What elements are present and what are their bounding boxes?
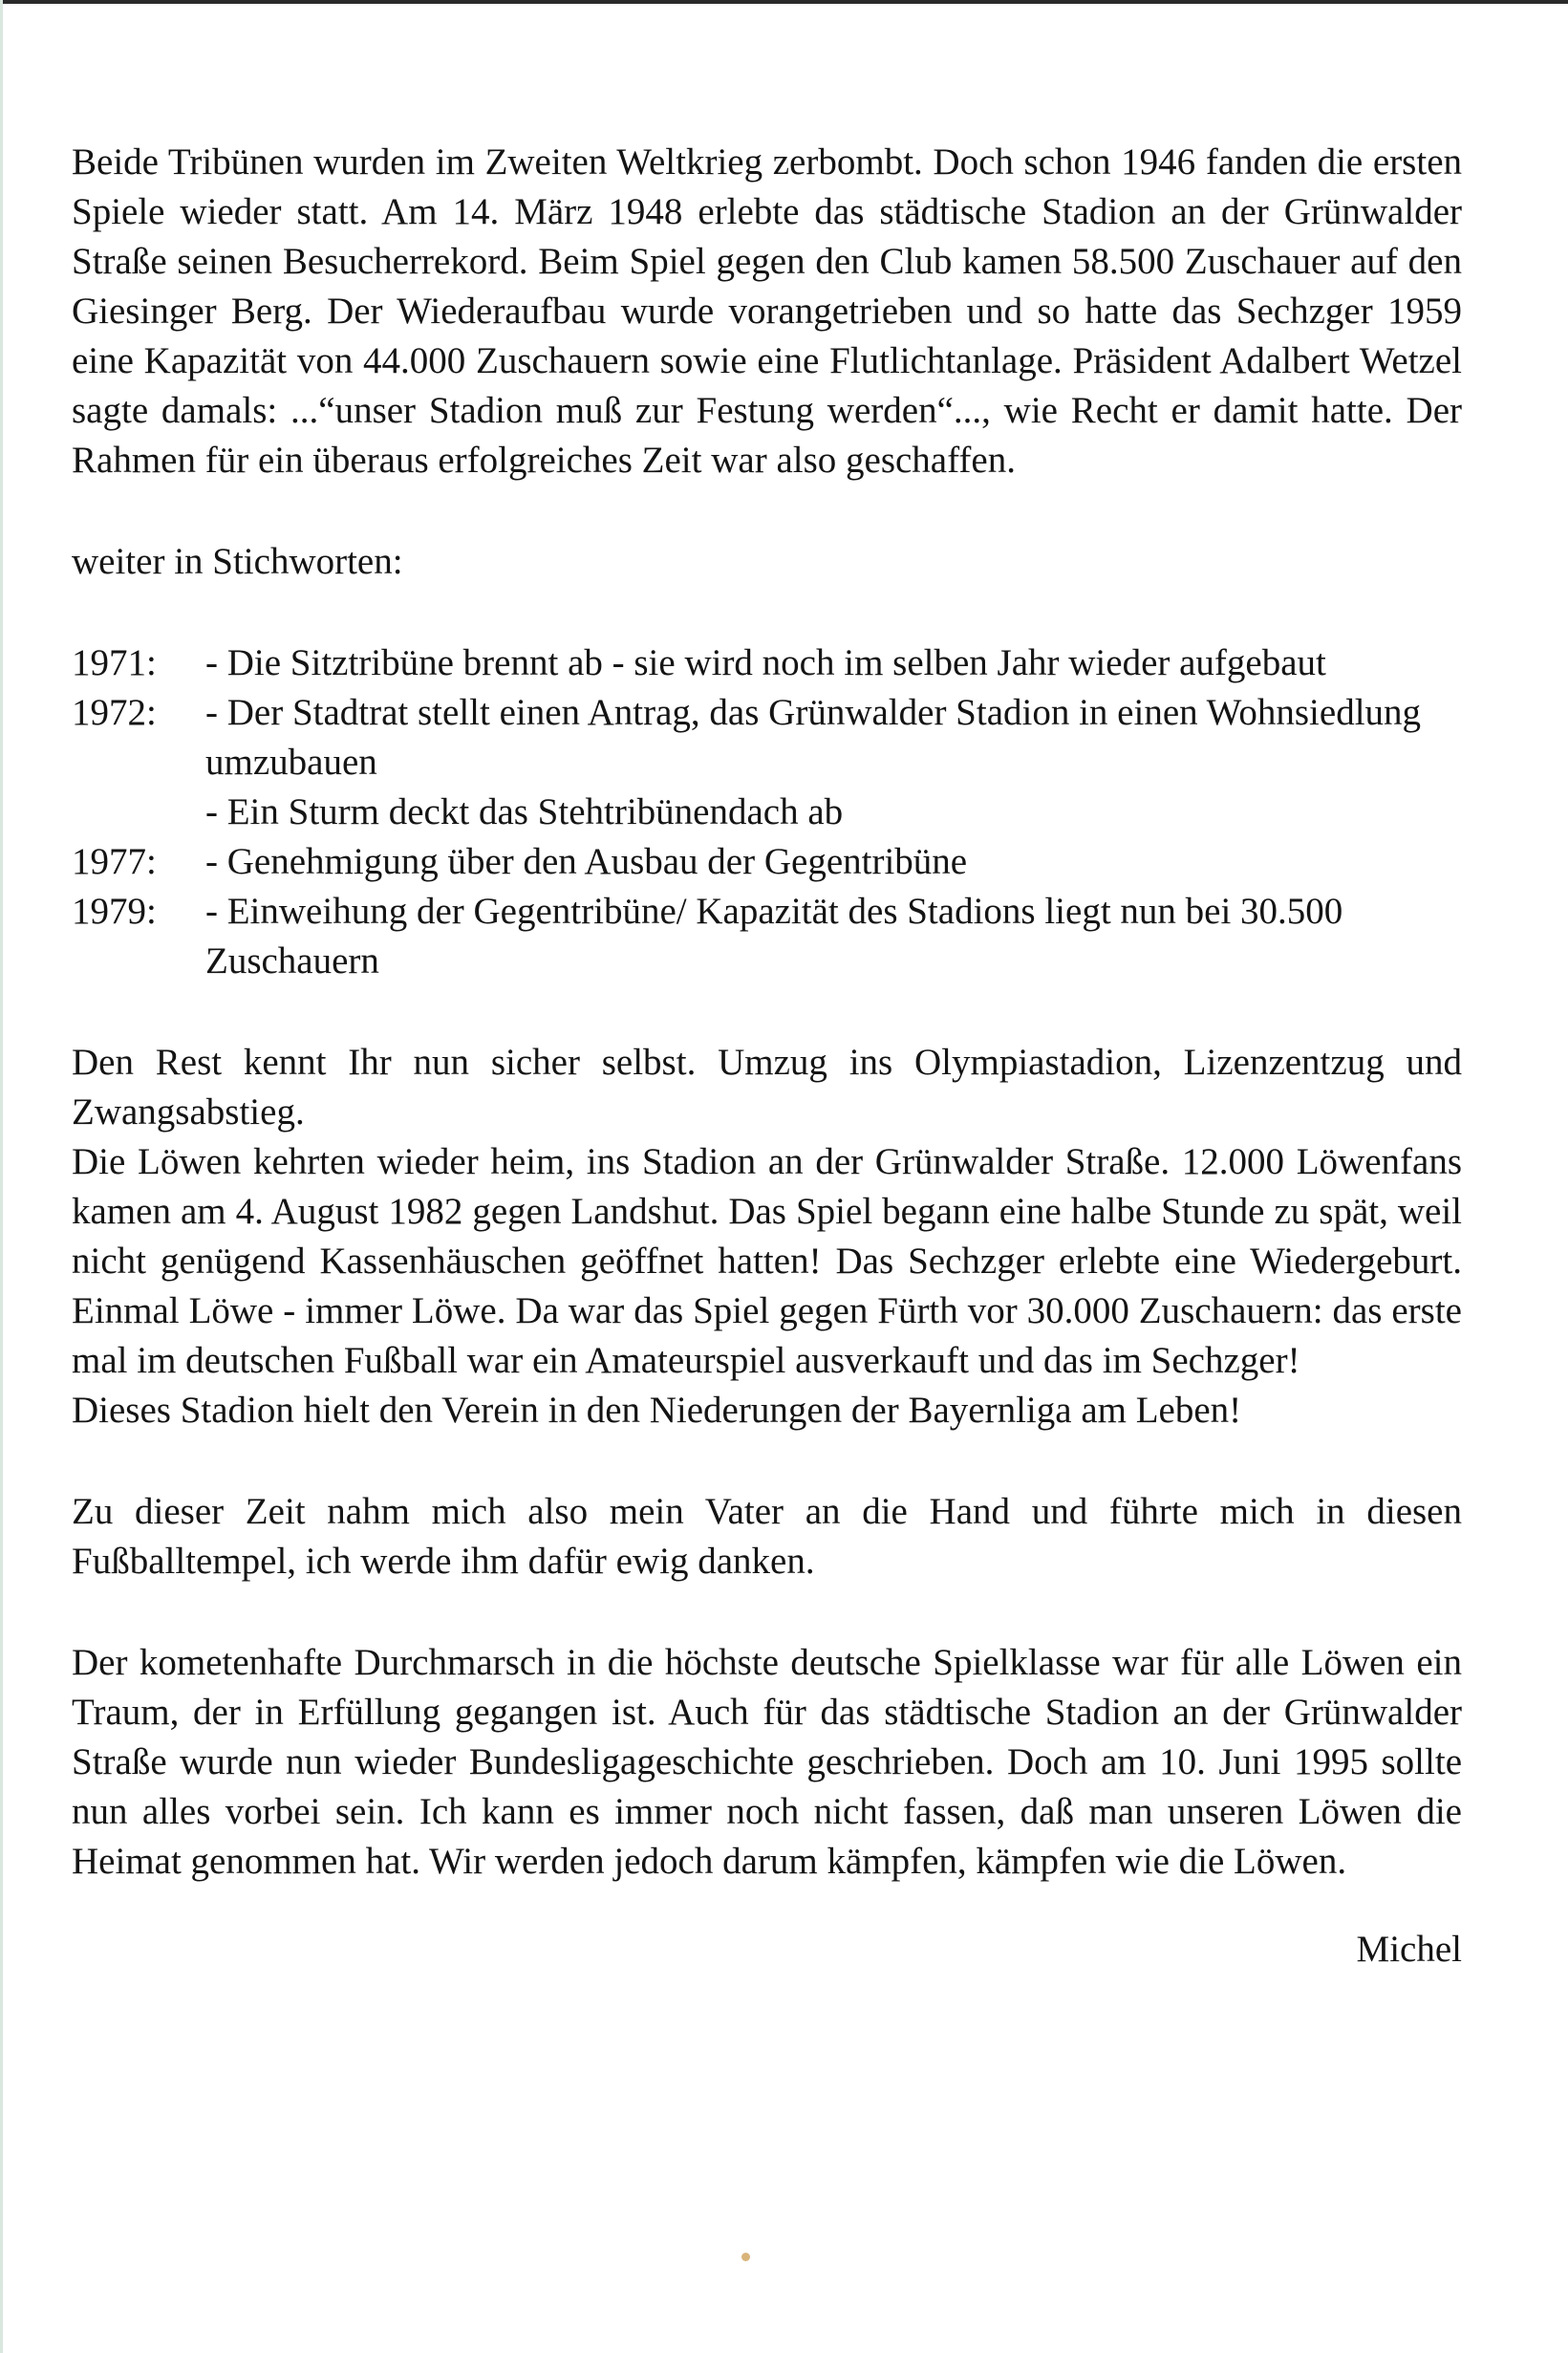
timeline-entry: - Ein Sturm deckt das Stehtribünendach ab — [205, 791, 844, 832]
scan-speck — [741, 2253, 750, 2261]
timeline-entries — [205, 837, 1462, 887]
top-border — [0, 0, 1568, 4]
rest-paragraph-1: Den Rest kennt Ihr nun sicher selbst. Umzug ins Olympiastadion, Lizenzentzug und Zwangsabstieg. — [72, 1042, 1462, 1133]
timeline-entries — [205, 887, 1462, 986]
spacer — [72, 1587, 1462, 1638]
spacer — [72, 587, 1462, 638]
timeline-year: 1971: — [72, 642, 157, 683]
signature: Michel — [1356, 1929, 1462, 1970]
final-paragraph: Der kometenhafte Durchmarsch in die höchste deutsche Spielklasse war für alle Löwen ein Traum, der in Erfüllung gegangen ist. Auch für das städtische Stadion an der Grünwalder Straße wurde nun wieder Bundesligageschichte geschrieben. Doch am 10. Juni 1995 sollte nun alles vorbei sein. Ich kann es immer noch nicht fassen, daß man unseren Löwen die Heimat genommen hat. Wir werden jedoch darum kämpfen, kämpfen wie die Löwen. — [72, 1642, 1462, 1882]
timeline — [72, 638, 1462, 986]
rest-paragraph-2: Die Löwen kehrten wieder heim, ins Stadion an der Grünwalder Straße. 12.000 Löwenfans kamen am 4. August 1982 gegen Landshut. Das Spiel begann eine halbe Stunde zu spät, weil nicht genügend Kassenhäuschen geöffnet hatten! Das Sechzger erlebte eine Wiedergeburt. Einmal Löwe - immer Löwe. Da war das Spiel gegen Fürth vor 30.000 Zuschauern: das erste mal im deutschen Fußball war ein Amateurspiel ausverkauft und das im Sechzger! — [72, 1141, 1462, 1381]
intro-paragraph: Beide Tribünen wurden im Zweiten Weltkrieg zerbombt. Doch schon 1946 fanden die ersten Spiele wieder statt. Am 14. März 1948 erlebte das städtische Stadion an der Grünwalder Straße seinen Besucherrekord. Beim Spiel gegen den Club kamen 58.500 Zuschauer auf den Giesinger Berg. Der Wiederaufbau wurde vorangetrieben und so hatte das Sechzger 1959 eine Kapazität von 44.000 Zuschauern sowie eine Flutlichtanlage. Präsident Adalbert Wetzel sagte damals: ...“unser Stadion muß zur Festung werden“..., wie Recht er damit hatte. Der Rahmen für ein überaus erfolgreiches Zeit war also geschaffen. — [72, 141, 1462, 481]
timeline-entry: - Einweihung der Gegentribüne/ Kapazität des Stadions liegt nun bei 30.500 Zuschauern — [205, 891, 1343, 982]
timeline-year: 1977: — [72, 841, 157, 882]
spacer — [72, 1436, 1462, 1487]
left-scan-edge — [0, 0, 3, 2353]
timeline-entry: - Die Sitztribüne brennt ab - sie wird noch im selben Jahr wieder aufgebaut — [205, 642, 1326, 683]
timeline-year: 1972: — [72, 692, 157, 733]
father-paragraph: Zu dieser Zeit nahm mich also mein Vater an die Hand und führte mich in diesen Fußballtempel, ich werde ihm dafür ewig danken. — [72, 1491, 1462, 1582]
timeline-entry: - Genehmigung über den Ausbau der Gegentribüne — [205, 841, 968, 882]
timeline-year: 1979: — [72, 891, 157, 932]
timeline-entries — [205, 688, 1462, 837]
spacer — [72, 486, 1462, 537]
spacer — [72, 986, 1462, 1038]
timeline-entries — [205, 638, 1462, 688]
document-page — [72, 138, 1462, 1975]
stichworte-heading: weiter in Stichworten: — [72, 541, 403, 582]
timeline-entry: - Der Stadtrat stellt einen Antrag, das Grünwalder Stadion in einen Wohnsiedlung umzubauen — [205, 692, 1422, 783]
rest-paragraph-3: Dieses Stadion hielt den Verein in den Niederungen der Bayernliga am Leben! — [72, 1390, 1242, 1431]
